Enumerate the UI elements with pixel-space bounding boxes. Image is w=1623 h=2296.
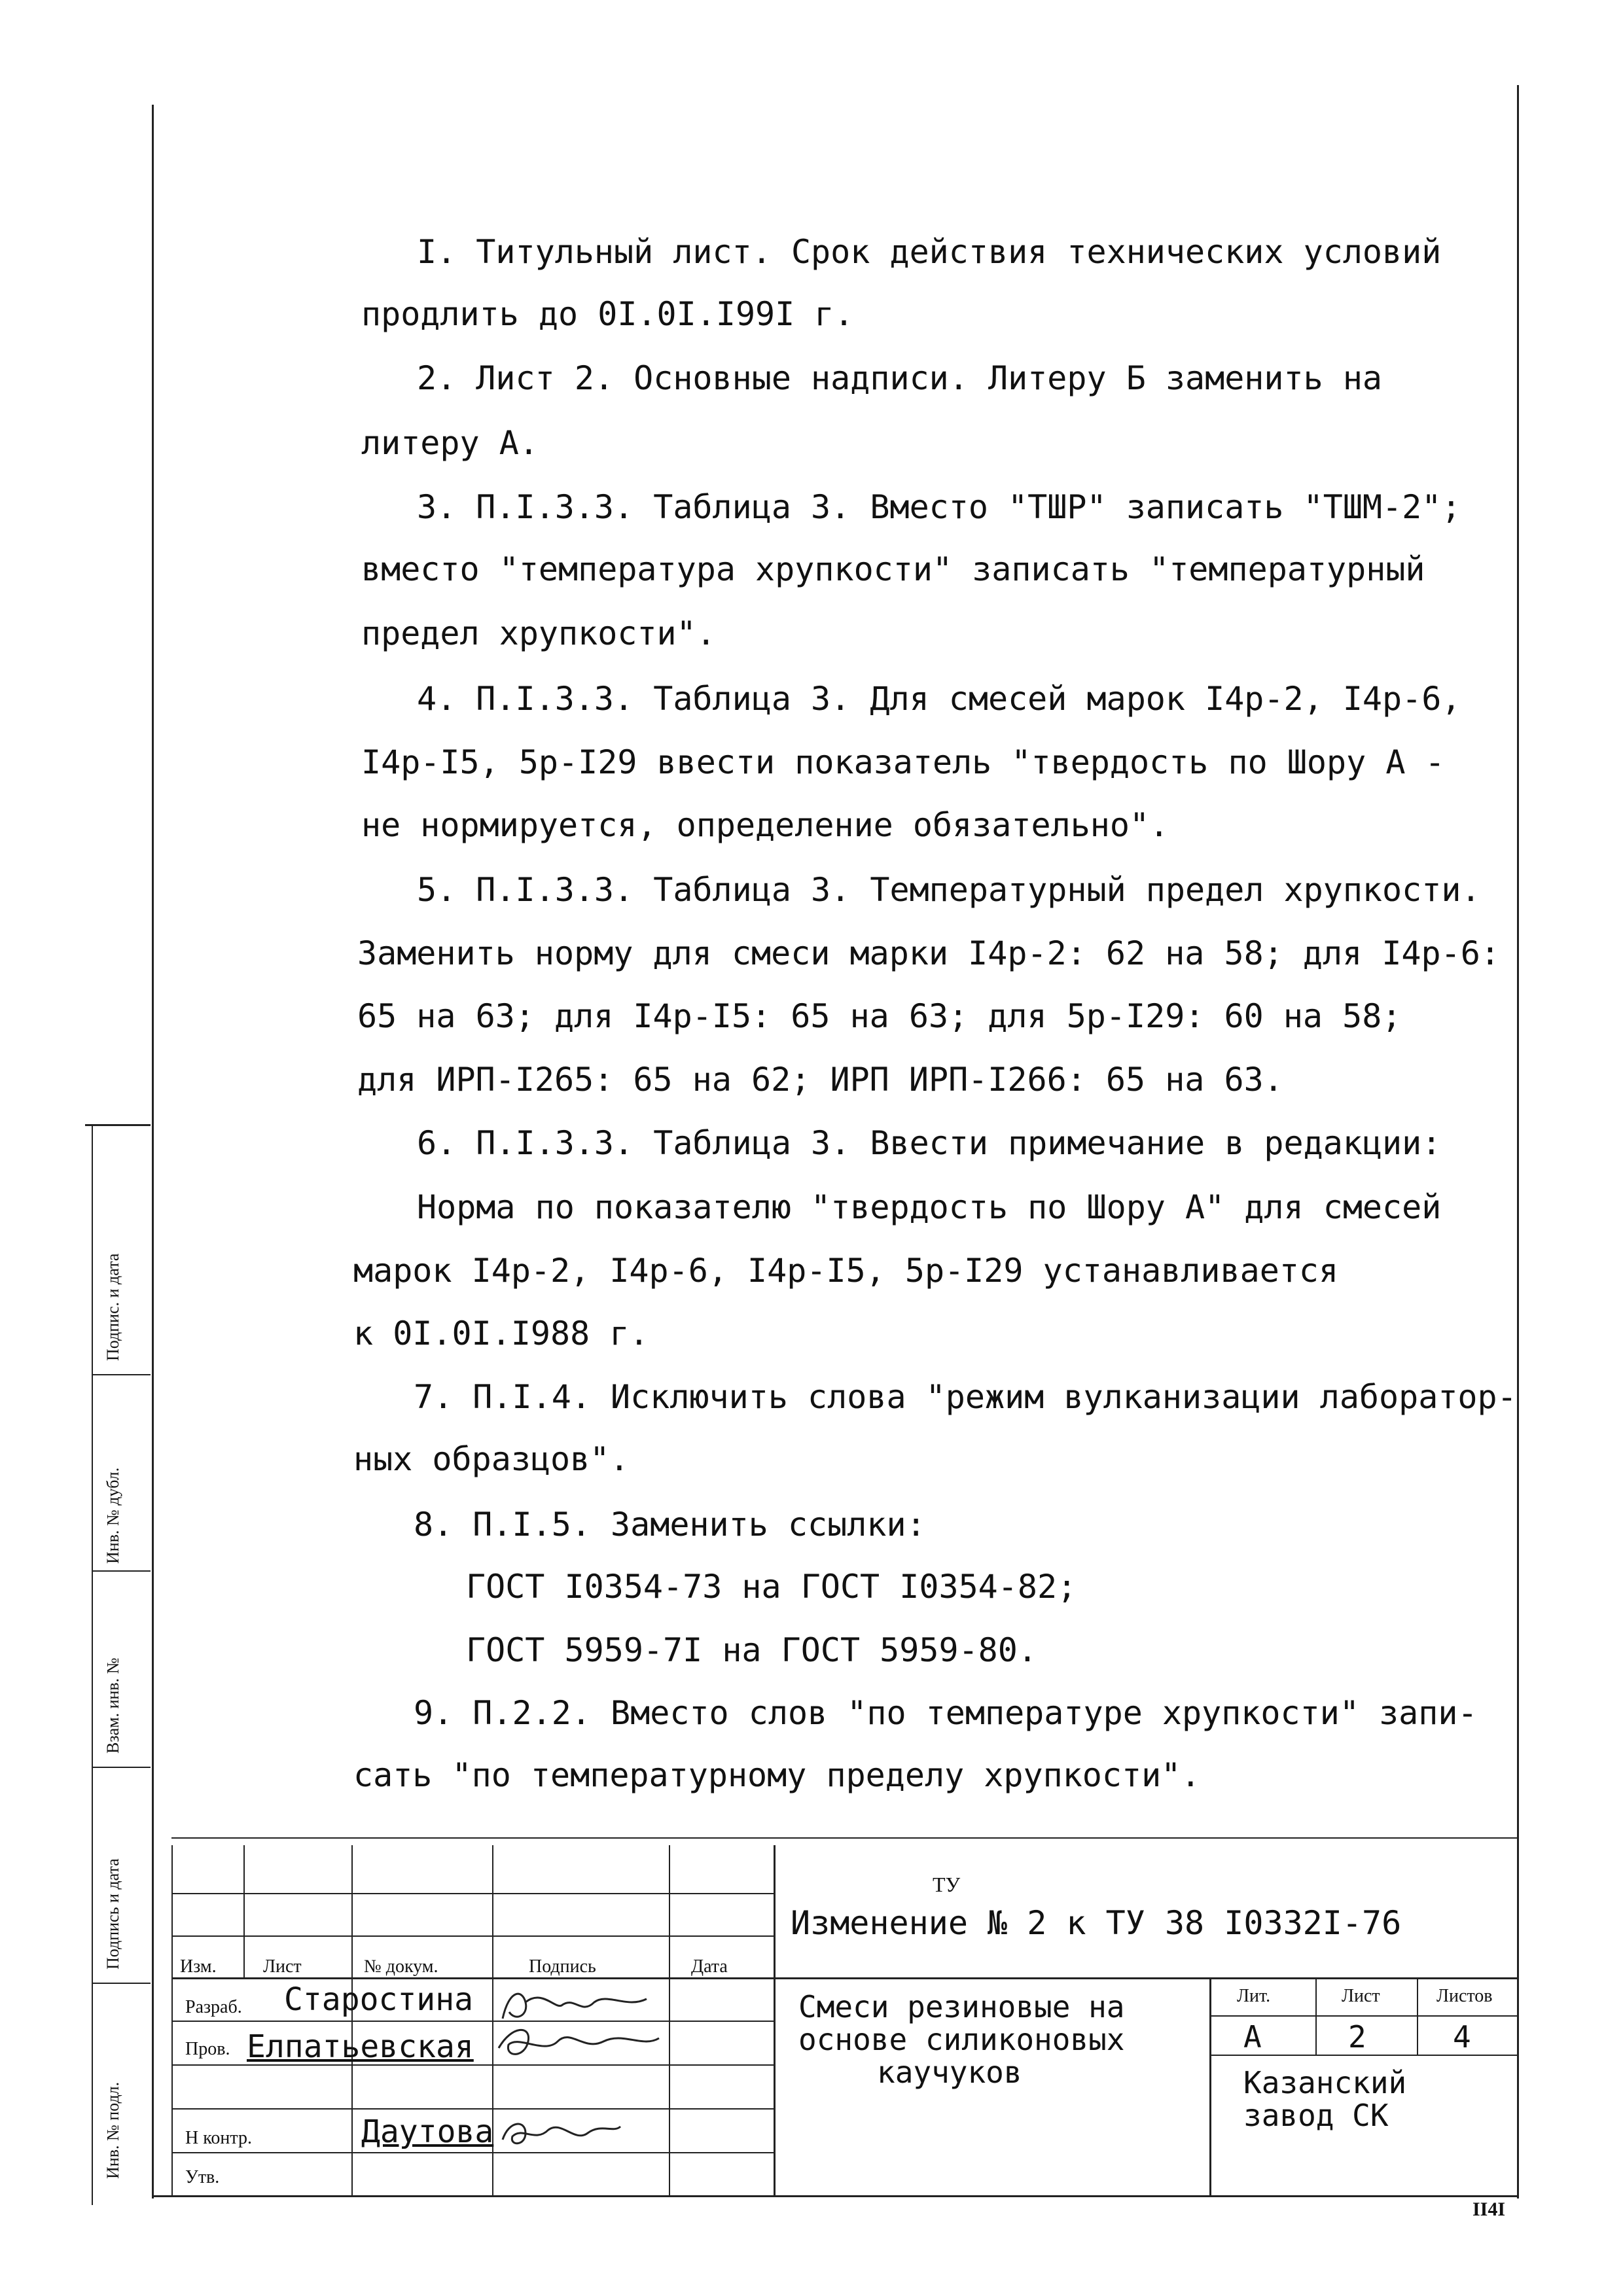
item-3-line-2: вместо "температура хрупкости" записать "температурный	[361, 550, 1425, 588]
item-7-line-2: ных образцов".	[353, 1440, 630, 1478]
signature-prov	[492, 2022, 662, 2068]
item-4-line-3: не нормируется, определение обязательно".	[361, 806, 1169, 844]
item-5-line-1: 5. П.I.3.3. Таблица 3. Температурный предел хрупкости.	[417, 871, 1481, 909]
doc-title: Изменение № 2 к ТУ 38 I0332I-76	[791, 1904, 1402, 1942]
right-frame-line	[1517, 85, 1519, 2199]
signature-nkontr	[496, 2110, 627, 2156]
list-value: 2	[1348, 2019, 1366, 2055]
item-1-line-1: I. Титульный лист. Срок действия технических условий	[417, 233, 1442, 271]
side-stamp-divider-1	[92, 1374, 151, 1375]
col-podpis-label: Подпись	[529, 1956, 596, 1977]
item-8-line-3: ГОСТ 5959-7I на ГОСТ 5959-80.	[466, 1631, 1037, 1669]
product-line-2: основе силиконовых	[798, 2022, 1125, 2057]
nkontr-name: Даутова	[361, 2113, 494, 2150]
item-6-line-1: 6. П.I.3.3. Таблица 3. Ввести примечание в редакции:	[417, 1124, 1442, 1162]
side-inv-dubl: Инв. № дубл.	[103, 1467, 122, 1564]
col-dokum-label: № докум.	[364, 1956, 438, 1977]
org-line-2: завод СК	[1243, 2098, 1389, 2133]
col-list-label: Лист	[263, 1956, 302, 1977]
tb-row-line-2	[171, 1935, 774, 1937]
page-number: II4I	[1472, 2199, 1506, 2220]
item-2-line-2: литеру А.	[361, 424, 539, 462]
side-stamp-divider-4	[92, 1983, 151, 1984]
item-5-line-3: 65 на 63; для I4р-I5: 65 на 63; для 5р-I29: 60 на 58;	[357, 997, 1402, 1035]
tb-vline-2	[243, 1845, 245, 1979]
tb-right-header-line	[774, 1977, 1517, 1979]
tb-bottom-line	[152, 2195, 1517, 2197]
col-data-label: Дата	[691, 1956, 728, 1977]
item-5-line-4: для ИРП-I265: 65 на 62; ИРП ИРП-I266: 65 на 63.	[357, 1061, 1283, 1099]
item-7-line-1: 7. П.I.4. Исключить слова "режим вулканизации лаборатор-	[414, 1378, 1517, 1416]
item-4-line-2: I4р-I5, 5р-I29 ввести показатель "твердость по Шору А -	[361, 743, 1445, 781]
item-3-line-3: предел хрупкости".	[361, 614, 716, 652]
side-inv-podl: Инв. № подл.	[103, 2081, 122, 2179]
col-izm-label: Изм.	[180, 1956, 217, 1977]
tb-lit-value-line	[1209, 2055, 1517, 2056]
lit-value: А	[1243, 2019, 1262, 2055]
side-podpis-data: Подпись и дата	[103, 1858, 122, 1969]
product-line-3: каучуков	[877, 2055, 1022, 2090]
prov-label: Пров.	[185, 2039, 230, 2059]
razrab-name: Старостина	[284, 1981, 473, 2018]
listov-value: 4	[1453, 2019, 1471, 2055]
tb-row-line-5	[171, 2108, 774, 2110]
item-8-line-1: 8. П.I.5. Заменить ссылки:	[414, 1506, 926, 1544]
side-stamp-divider-2	[92, 1570, 151, 1572]
tb-row-line-6	[171, 2152, 774, 2153]
side-vzam-inv: Взам. инв. №	[103, 1657, 122, 1754]
item-6-line-4: к 0I.0I.I988 г.	[353, 1315, 649, 1352]
item-6-line-2: Норма по показателю "твердость по Шору А" для смесей	[417, 1188, 1442, 1226]
prov-name: Елпатьевская	[247, 2028, 474, 2065]
razrab-label: Разраб.	[185, 1997, 242, 2017]
utv-label: Утв.	[185, 2167, 220, 2187]
item-5-line-2: Заменить норму для смеси марки I4р-2: 62 на 58; для I4р-6:	[357, 934, 1500, 972]
side-podpis-data-top: Подпис. и дата	[103, 1253, 122, 1361]
item-9-line-1: 9. П.2.2. Вместо слов "по температуре хрупкости" запи-	[414, 1694, 1478, 1732]
product-line-1: Смеси резиновые на	[798, 1989, 1125, 2024]
tb-vline-6	[774, 1845, 776, 2195]
left-frame-line	[152, 105, 154, 2199]
side-stamp-top-line	[85, 1124, 151, 1126]
tb-vline-7	[1209, 1977, 1211, 2195]
item-2-line-1: 2. Лист 2. Основные надписи. Литеру Б заменить на	[417, 359, 1383, 397]
item-9-line-2: сать "по температурному пределу хрупкости".	[353, 1756, 1201, 1794]
tb-lit-row-line	[1209, 2015, 1517, 2017]
list-label: Лист	[1342, 1986, 1380, 2006]
item-6-line-3: марок I4р-2, I4р-6, I4р-I5, 5р-I29 устанавливается	[353, 1252, 1339, 1290]
listov-label: Листов	[1436, 1986, 1493, 2006]
doc-type: ТУ	[933, 1873, 961, 1896]
tb-lit-divider-1	[1315, 1977, 1317, 2055]
nkontr-label: Н контр.	[185, 2128, 252, 2148]
item-3-line-1: 3. П.I.3.3. Таблица 3. Вместо "ТШР" записать "ТШМ-2";	[417, 488, 1461, 526]
tb-row-line-1	[171, 1893, 774, 1894]
org-line-1: Казанский	[1243, 2065, 1407, 2100]
tb-top-line	[171, 1837, 1517, 1839]
item-1-line-2: продлить до 0I.0I.I99I г.	[361, 295, 854, 333]
tb-lit-divider-2	[1417, 1977, 1418, 2055]
side-stamp-line	[92, 1125, 93, 2205]
item-8-line-2: ГОСТ I0354-73 на ГОСТ I0354-82;	[466, 1568, 1077, 1606]
item-4-line-1: 4. П.I.3.3. Таблица 3. Для смесей марок I4р-2, I4р-6,	[417, 680, 1461, 718]
lit-label: Лит.	[1237, 1986, 1271, 2006]
tb-row-line-3	[171, 2021, 774, 2022]
tb-header-line	[171, 1977, 774, 1979]
side-stamp-divider-3	[92, 1767, 151, 1768]
